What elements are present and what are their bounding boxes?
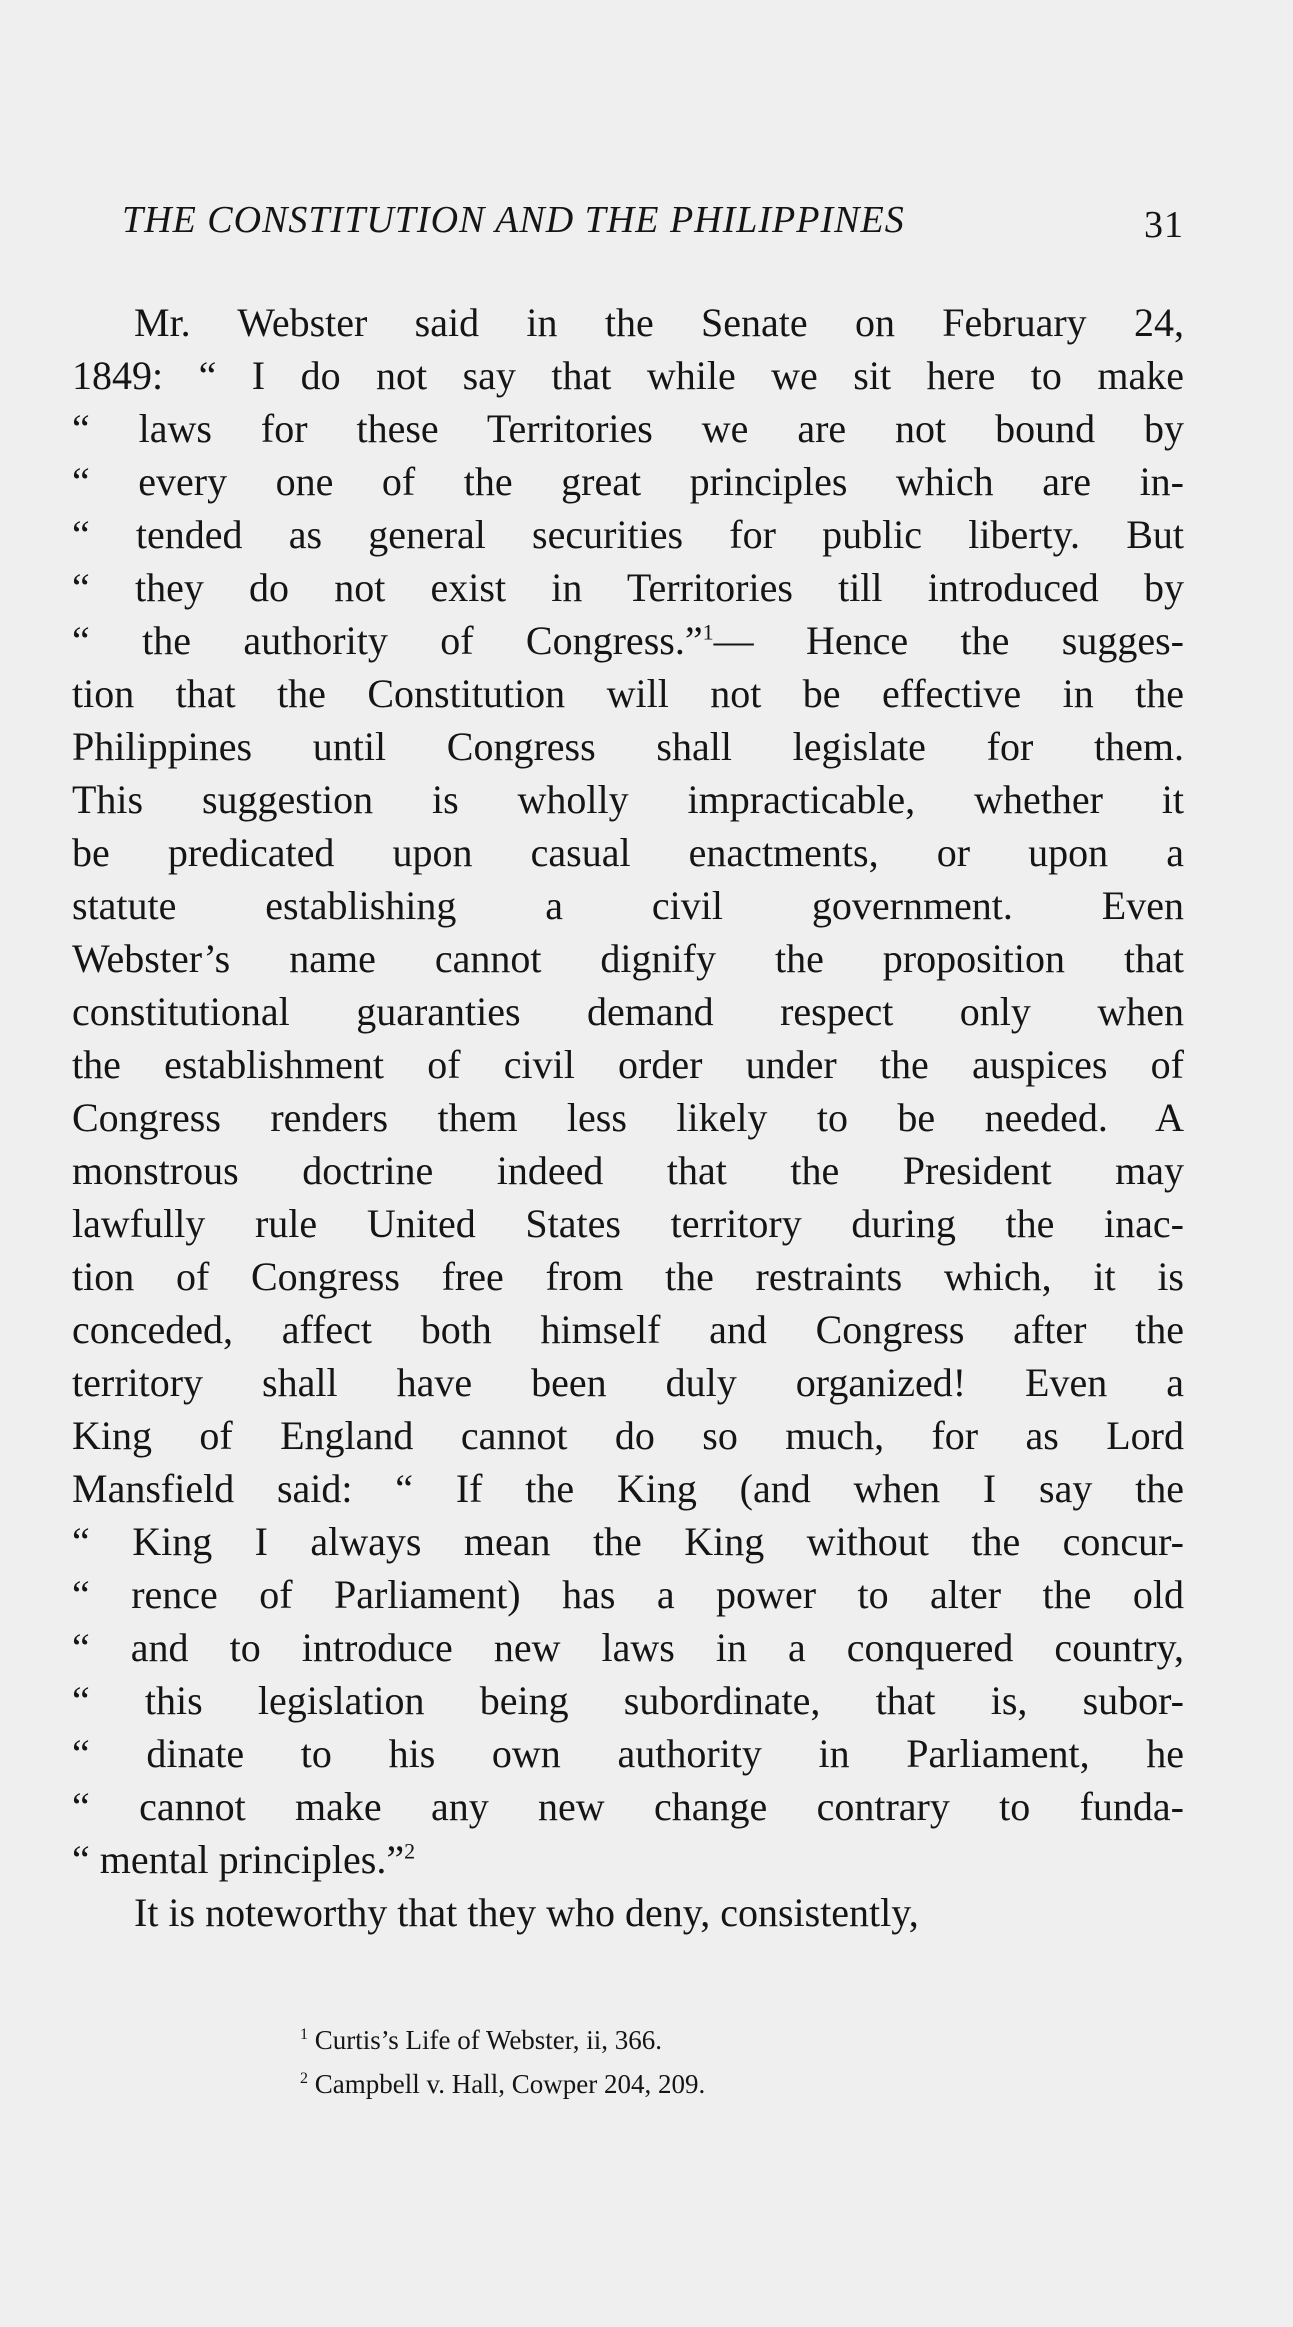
text-line: Congress renders them less likely to be needed. A xyxy=(72,1095,1184,1140)
text-line: monstrous doctrine indeed that the President may xyxy=(72,1148,1184,1193)
text-line: “ tended as general securities for public liberty. But xyxy=(72,512,1184,557)
footnote-text: Campbell v. Hall, Cowper 204, 209. xyxy=(314,2069,706,2099)
text-line: constitutional guaranties demand respect only when xyxy=(72,989,1184,1034)
footnotes xyxy=(300,2018,1000,2106)
text-line: 1849: “ I do not say that while we sit here to make xyxy=(72,353,1184,398)
text-line: the establishment of civil order under the auspices of xyxy=(72,1042,1184,1087)
footnote-1 xyxy=(300,2018,1000,2062)
text-line: statute establishing a civil government. Even xyxy=(72,883,1184,928)
running-title: THE CONSTITUTION AND THE PHILIPPINES xyxy=(122,199,905,241)
text-line: tion that the Constitution will not be effective in the xyxy=(72,671,1184,716)
text-line: This suggestion is wholly impracticable, whether it xyxy=(72,777,1184,822)
text-line: Mr. Webster said in the Senate on February 24, xyxy=(134,300,1184,345)
footnote-marker: 2 xyxy=(300,2070,308,2087)
text-line xyxy=(72,614,1184,667)
text-line: “ cannot make any new change contrary to funda- xyxy=(72,1784,1184,1829)
text-line: “ laws for these Territories we are not bound by xyxy=(72,406,1184,451)
text-line: “ every one of the great principles which are in- xyxy=(72,459,1184,504)
text-line: Mansfield said: “ If the King (and when I say the xyxy=(72,1466,1184,1511)
text-line: “ this legislation being subordinate, that is, subor- xyxy=(72,1678,1184,1723)
page-number: 31 xyxy=(1144,204,1184,246)
text-line: conceded, affect both himself and Congress after the xyxy=(72,1307,1184,1352)
line-continuation: — Hence the sugges- xyxy=(713,618,1184,663)
text-line: King of England cannot do so much, for as Lord xyxy=(72,1413,1184,1458)
text-line xyxy=(72,1833,1184,1886)
quote-end: “ mental principles.” xyxy=(72,1837,405,1882)
text-line: “ King I always mean the King without the concur- xyxy=(72,1519,1184,1564)
text-line: Webster’s name cannot dignify the proposition that xyxy=(72,936,1184,981)
footnote-marker: 1 xyxy=(300,2026,308,2043)
text-line: territory shall have been duly organized! Even a xyxy=(72,1360,1184,1405)
text-line: lawfully rule United States territory during the inac- xyxy=(72,1201,1184,1246)
text-line: Philippines until Congress shall legislate for them. xyxy=(72,724,1184,769)
body-text xyxy=(72,296,1184,1939)
footnote-2 xyxy=(300,2062,1000,2106)
footnote-ref-1: 1 xyxy=(702,619,714,645)
running-head xyxy=(122,198,1184,258)
quote-fragment: “ the authority of Congress.” xyxy=(72,618,703,663)
text-line: “ dinate to his own authority in Parliament, he xyxy=(72,1731,1184,1776)
text-line: “ rence of Parliament) has a power to alter the old xyxy=(72,1572,1184,1617)
text-line: be predicated upon casual enactments, or upon a xyxy=(72,830,1184,875)
text-line: “ and to introduce new laws in a conquered country, xyxy=(72,1625,1184,1670)
footnote-ref-2: 2 xyxy=(404,1838,416,1864)
text-line: tion of Congress free from the restraints which, it is xyxy=(72,1254,1184,1299)
text-line: “ they do not exist in Territories till introduced by xyxy=(72,565,1184,610)
footnote-text: Curtis’s Life of Webster, ii, 366. xyxy=(314,2025,662,2055)
text-line: It is noteworthy that they who deny, consistently, xyxy=(134,1890,919,1935)
